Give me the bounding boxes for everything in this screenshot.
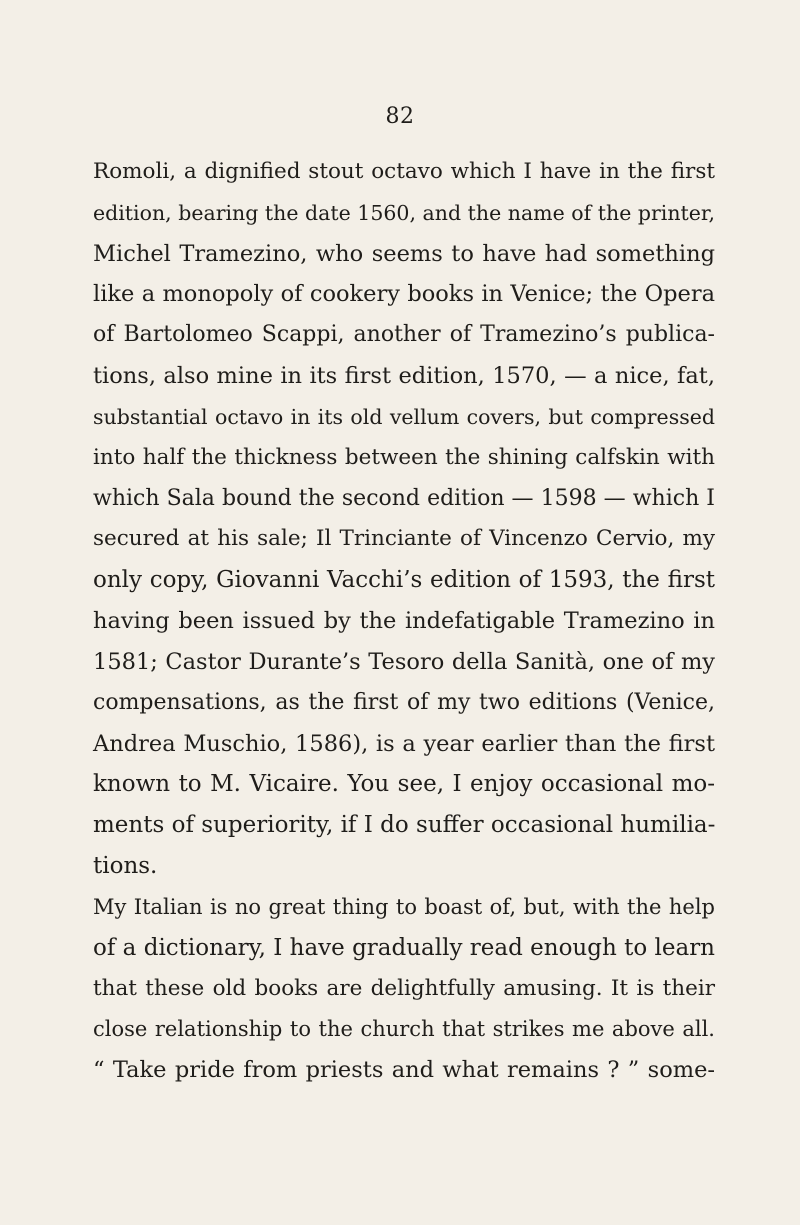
- text-line: My Italian is no great thing to boast of, but, with the help: [93, 894, 715, 919]
- text-line: into half the thickness between the shining calfskin with: [93, 444, 715, 470]
- text-line: tions, also mine in its first edition, 1570, — a nice, fat,: [93, 363, 715, 390]
- text-line: Michel Tramezino, who seems to have had something: [93, 240, 715, 267]
- text-line: edition, bearing the date 1560, and the name of the printer,: [93, 200, 715, 225]
- text-line: 1581; Castor Durante’s Tesoro della Sanità, one of my: [93, 648, 715, 675]
- text-line: substantial octavo in its old vellum covers, but compressed: [93, 404, 715, 429]
- text-line: “ Take pride from priests and what remains ? ” some-: [93, 1057, 715, 1084]
- text-line: having been issued by the indefatigable Tramezino in: [93, 608, 715, 635]
- text-line: which Sala bound the second edition — 1598 — which I: [93, 485, 715, 511]
- text-line: of Bartolomeo Scappi, another of Tramezino’s publica-: [93, 322, 715, 348]
- body-text: [93, 152, 715, 1091]
- text-line: that these old books are delightfully amusing. It is their: [93, 975, 715, 1001]
- text-line: only copy, Giovanni Vacchi’s edition of 1593, the first: [93, 567, 715, 594]
- text-line: compensations, as the first of my two editions (Venice,: [93, 689, 715, 715]
- page-number: 82: [385, 104, 415, 129]
- text-line: secured at his sale; Il Trinciante of Vincenzo Cervio, my: [93, 526, 715, 552]
- text-line: known to M. Vicaire. You see, I enjoy occasional mo-: [93, 771, 715, 798]
- text-line: Romoli, a dignified stout octavo which I have in the first: [93, 159, 715, 184]
- text-line: Andrea Muschio, 1586), is a year earlier than the first: [93, 730, 715, 757]
- text-line: like a monopoly of cookery books in Venice; the Opera: [93, 281, 715, 308]
- paragraph-end-line: tions.: [93, 853, 158, 880]
- text-line: close relationship to the church that strikes me above all.: [93, 1017, 715, 1042]
- text-line: ments of superiority, if I do suffer occasional humilia-: [93, 812, 716, 839]
- text-line: of a dictionary, I have gradually read enough to learn: [93, 934, 715, 961]
